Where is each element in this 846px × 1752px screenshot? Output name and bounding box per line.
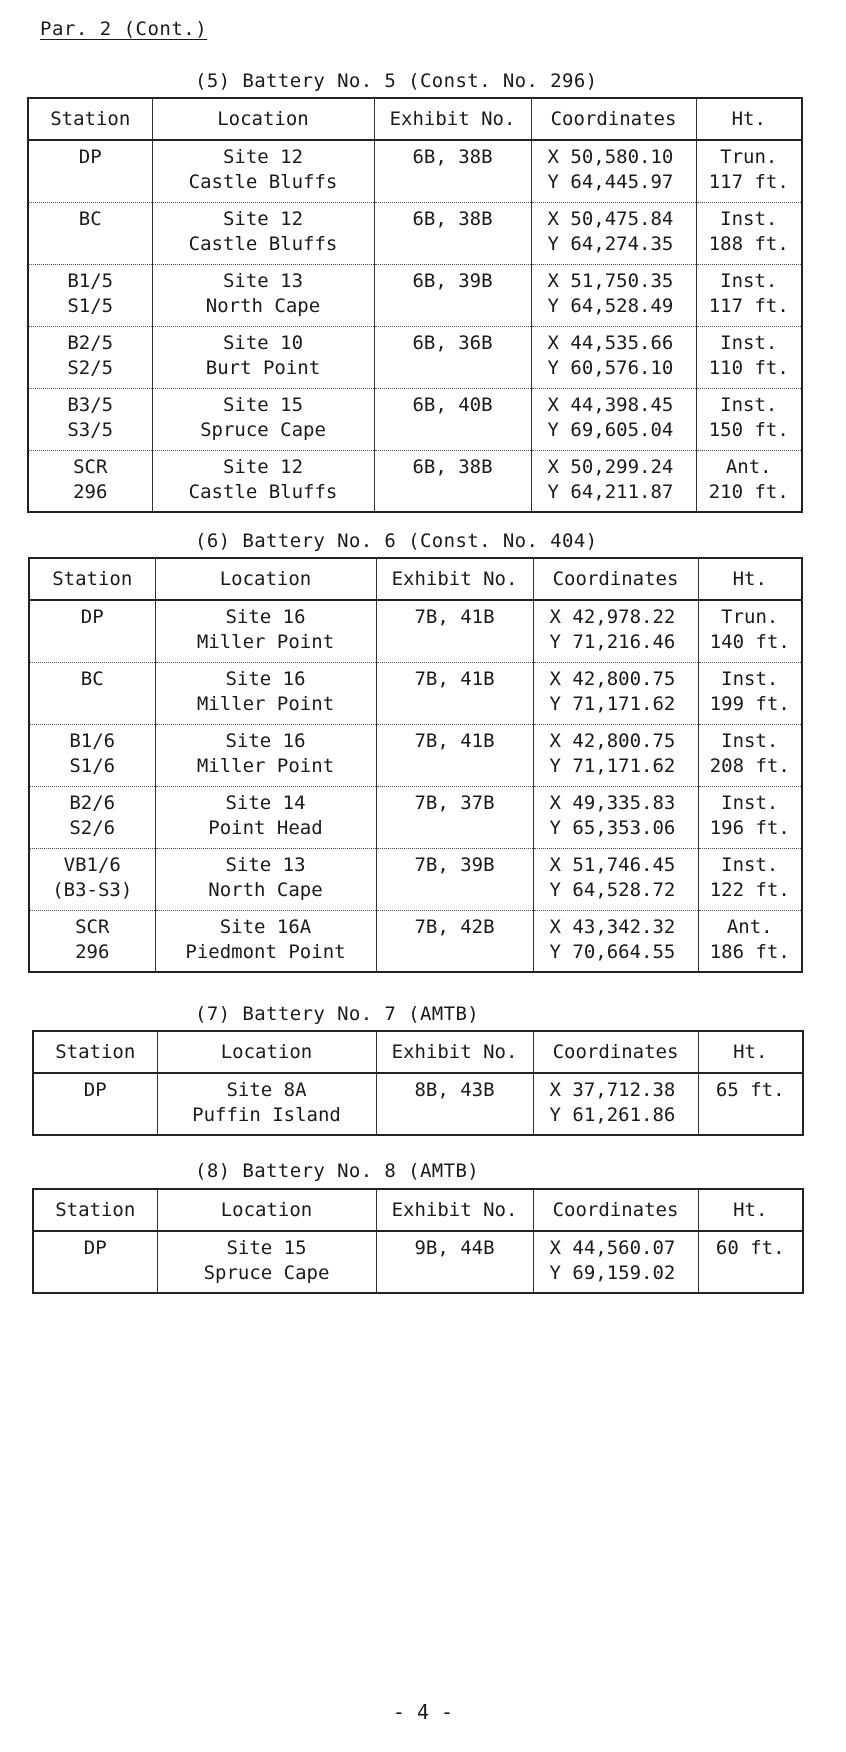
coordinates-cell-line: X 42,978.22 bbox=[549, 606, 676, 628]
exhibit-cell bbox=[376, 662, 533, 724]
station-cell bbox=[33, 1231, 157, 1293]
location-cell bbox=[157, 1231, 376, 1293]
station-cell-line: B1/6 bbox=[69, 729, 116, 752]
coordinates-cell bbox=[533, 1231, 698, 1293]
location-cell bbox=[155, 786, 376, 848]
location-cell-line: Castle Bluffs bbox=[188, 232, 338, 255]
page-number: - 4 - bbox=[392, 1700, 454, 1724]
station-cell bbox=[29, 786, 155, 848]
coordinates-cell-line: Y 64,528.72 bbox=[549, 878, 676, 901]
height-cell bbox=[696, 264, 802, 326]
coordinates-cell bbox=[531, 450, 696, 512]
exhibit-cell-line: 7B, 42B bbox=[414, 915, 495, 938]
height-cell-line: Inst. bbox=[721, 729, 779, 752]
table-row bbox=[28, 202, 802, 264]
location-cell-line: Site 13 bbox=[222, 269, 304, 292]
table-row bbox=[29, 848, 802, 910]
col-header-coordinates: Coordinates bbox=[531, 98, 696, 140]
height-cell-line: 186 ft. bbox=[709, 940, 790, 963]
section-title-battery-6: (6) Battery No. 6 (Const. No. 404) bbox=[195, 530, 598, 552]
table-row bbox=[28, 140, 802, 202]
coordinates-cell-line: X 44,535.66 bbox=[547, 331, 674, 354]
col-header-height: Ht. bbox=[696, 98, 802, 140]
exhibit-cell-line: 6B, 38B bbox=[412, 455, 493, 478]
height-cell-line: Inst. bbox=[721, 853, 779, 876]
height-cell bbox=[698, 600, 802, 662]
coordinates-cell-line: Y 64,445.97 bbox=[547, 171, 674, 193]
station-cell bbox=[28, 264, 152, 326]
location-cell-line: Site 15 bbox=[226, 1237, 307, 1259]
station-cell-line: BC bbox=[80, 667, 104, 690]
station-cell-line: (B3-S3) bbox=[52, 878, 133, 901]
exhibit-cell-line: 7B, 41B bbox=[414, 667, 495, 690]
station-cell bbox=[29, 724, 155, 786]
coordinates-cell-line: X 50,580.10 bbox=[547, 146, 674, 168]
exhibit-cell bbox=[374, 140, 531, 202]
location-cell bbox=[155, 724, 376, 786]
location-cell-line: Castle Bluffs bbox=[188, 480, 338, 503]
coordinates-cell-line: X 44,560.07 bbox=[549, 1237, 676, 1259]
coordinates-cell bbox=[533, 600, 698, 662]
height-cell-line: Ant. bbox=[726, 915, 773, 938]
height-cell-line: 122 ft. bbox=[709, 878, 790, 901]
location-cell-line: Point Head bbox=[208, 816, 323, 839]
location-cell-line: Spruce Cape bbox=[200, 418, 326, 441]
height-cell bbox=[698, 910, 802, 972]
coordinates-cell-line: X 51,746.45 bbox=[549, 853, 676, 876]
battery-8-table bbox=[32, 1188, 804, 1294]
table-row bbox=[33, 1073, 803, 1135]
table-row bbox=[29, 786, 802, 848]
col-header-height: Ht. bbox=[698, 1189, 803, 1231]
height-cell-line: 117 ft. bbox=[708, 171, 789, 193]
table-row bbox=[29, 600, 802, 662]
station-cell-line: DP bbox=[80, 606, 104, 628]
height-cell bbox=[696, 326, 802, 388]
col-header-location: Location bbox=[155, 558, 376, 600]
station-cell-line: B3/5 bbox=[67, 393, 114, 416]
coordinates-cell-line: Y 69,159.02 bbox=[549, 1262, 676, 1284]
battery-7-table bbox=[32, 1030, 804, 1136]
location-cell-line: Site 15 bbox=[222, 393, 304, 416]
coordinates-cell bbox=[531, 326, 696, 388]
col-header-exhibit: Exhibit No. bbox=[376, 558, 533, 600]
exhibit-cell-line: 9B, 44B bbox=[414, 1237, 495, 1259]
height-cell bbox=[696, 140, 802, 202]
paragraph-header: Par. 2 (Cont.) bbox=[40, 18, 208, 40]
exhibit-cell-line: 7B, 41B bbox=[414, 606, 495, 628]
height-cell-line: 65 ft. bbox=[715, 1079, 785, 1101]
col-header-location: Location bbox=[152, 98, 374, 140]
coordinates-cell-line: X 43,342.32 bbox=[549, 915, 676, 938]
exhibit-cell bbox=[376, 1073, 533, 1135]
station-cell-line: S2/5 bbox=[67, 356, 114, 379]
battery-6-table bbox=[28, 557, 803, 973]
location-cell bbox=[152, 202, 374, 264]
location-cell bbox=[152, 264, 374, 326]
height-cell-line: Inst. bbox=[720, 269, 778, 292]
station-cell bbox=[28, 388, 152, 450]
height-cell-line: Inst. bbox=[721, 791, 779, 814]
station-cell bbox=[29, 910, 155, 972]
height-cell-line: Inst. bbox=[720, 331, 778, 354]
location-cell-line: Site 14 bbox=[225, 791, 306, 814]
station-cell-line: B2/6 bbox=[69, 791, 116, 814]
coordinates-cell-line: Y 69,605.04 bbox=[547, 418, 674, 441]
station-cell bbox=[29, 848, 155, 910]
height-cell-line: 210 ft. bbox=[708, 480, 789, 503]
col-header-station: Station bbox=[28, 98, 152, 140]
location-cell bbox=[157, 1073, 376, 1135]
height-cell-line: 150 ft. bbox=[708, 418, 789, 441]
battery-5-table bbox=[27, 97, 803, 513]
height-cell bbox=[698, 786, 802, 848]
location-cell bbox=[152, 140, 374, 202]
coordinates-cell bbox=[533, 1073, 698, 1135]
col-header-height: Ht. bbox=[698, 1031, 803, 1073]
coordinates-cell bbox=[533, 910, 698, 972]
location-cell bbox=[152, 326, 374, 388]
table-row bbox=[29, 662, 802, 724]
station-cell bbox=[29, 600, 155, 662]
col-header-location: Location bbox=[157, 1031, 376, 1073]
location-cell bbox=[155, 848, 376, 910]
coordinates-cell-line: Y 71,216.46 bbox=[549, 631, 676, 653]
location-cell-line: Site 16 bbox=[225, 667, 306, 690]
coordinates-cell bbox=[531, 140, 696, 202]
exhibit-cell bbox=[374, 264, 531, 326]
height-cell bbox=[696, 388, 802, 450]
exhibit-cell bbox=[374, 326, 531, 388]
table-row bbox=[33, 1231, 803, 1293]
height-cell-line: 196 ft. bbox=[709, 816, 790, 839]
location-cell-line: Miller Point bbox=[196, 692, 335, 715]
col-header-station: Station bbox=[33, 1031, 157, 1073]
coordinates-cell bbox=[533, 724, 698, 786]
exhibit-cell bbox=[376, 600, 533, 662]
height-cell bbox=[698, 1231, 803, 1293]
location-cell-line: Site 10 bbox=[222, 331, 304, 354]
station-cell-line: S3/5 bbox=[67, 418, 114, 441]
exhibit-cell-line: 7B, 41B bbox=[414, 729, 495, 752]
station-cell bbox=[29, 662, 155, 724]
location-cell-line: Miller Point bbox=[196, 631, 335, 653]
coordinates-cell bbox=[533, 786, 698, 848]
station-cell-line: DP bbox=[83, 1079, 107, 1101]
location-cell-line: Miller Point bbox=[196, 754, 335, 777]
height-cell-line: Trun. bbox=[721, 606, 779, 628]
coordinates-cell-line: Y 65,353.06 bbox=[549, 816, 676, 839]
col-header-location: Location bbox=[157, 1189, 376, 1231]
coordinates-cell-line: Y 64,528.49 bbox=[547, 294, 674, 317]
exhibit-cell-line: 6B, 38B bbox=[412, 146, 493, 168]
height-cell bbox=[698, 1073, 803, 1135]
coordinates-cell-line: Y 60,576.10 bbox=[547, 356, 674, 379]
location-cell-line: Site 12 bbox=[222, 146, 304, 168]
col-header-exhibit: Exhibit No. bbox=[376, 1189, 533, 1231]
coordinates-cell-line: Y 61,261.86 bbox=[549, 1104, 676, 1126]
height-cell bbox=[698, 662, 802, 724]
station-cell-line: DP bbox=[78, 146, 102, 168]
section-title-battery-7: (7) Battery No. 7 (AMTB) bbox=[195, 1003, 480, 1025]
height-cell-line: Inst. bbox=[720, 393, 778, 416]
height-cell-line: 199 ft. bbox=[709, 692, 790, 715]
table-row bbox=[29, 724, 802, 786]
station-cell-line: SCR bbox=[73, 455, 108, 478]
location-cell bbox=[152, 450, 374, 512]
location-cell bbox=[155, 910, 376, 972]
exhibit-cell-line: 7B, 37B bbox=[414, 791, 495, 814]
coordinates-cell-line: X 50,475.84 bbox=[547, 207, 674, 230]
station-cell bbox=[33, 1073, 157, 1135]
station-cell bbox=[28, 140, 152, 202]
col-header-height: Ht. bbox=[698, 558, 802, 600]
location-cell-line: Site 16A bbox=[219, 915, 312, 938]
coordinates-cell-line: Y 71,171.62 bbox=[549, 692, 676, 715]
location-cell-line: Puffin Island bbox=[192, 1104, 341, 1126]
location-cell-line: Burt Point bbox=[205, 356, 321, 379]
height-cell-line: 208 ft. bbox=[709, 754, 790, 777]
location-cell-line: Site 8A bbox=[226, 1079, 307, 1101]
height-cell-line: 60 ft. bbox=[715, 1237, 785, 1259]
col-header-coordinates: Coordinates bbox=[533, 1189, 698, 1231]
station-cell-line: VB1/6 bbox=[63, 853, 121, 876]
table-row bbox=[29, 910, 802, 972]
exhibit-cell-line: 6B, 38B bbox=[412, 207, 493, 230]
coordinates-cell-line: X 44,398.45 bbox=[547, 393, 674, 416]
station-cell bbox=[28, 202, 152, 264]
station-cell bbox=[28, 450, 152, 512]
exhibit-cell-line: 6B, 36B bbox=[412, 331, 493, 354]
table-row bbox=[28, 450, 802, 512]
table-row bbox=[28, 388, 802, 450]
table-row bbox=[28, 326, 802, 388]
location-cell-line: Site 13 bbox=[225, 853, 306, 876]
location-cell bbox=[152, 388, 374, 450]
height-cell-line: Trun. bbox=[720, 146, 778, 168]
height-cell-line: 140 ft. bbox=[709, 631, 790, 653]
exhibit-cell bbox=[376, 910, 533, 972]
station-cell bbox=[28, 326, 152, 388]
exhibit-cell-line: 7B, 39B bbox=[414, 853, 495, 876]
location-cell-line: Site 12 bbox=[222, 455, 304, 478]
coordinates-cell-line: X 42,800.75 bbox=[549, 729, 676, 752]
station-cell-line: SCR bbox=[75, 915, 110, 938]
height-cell-line: 188 ft. bbox=[708, 232, 789, 255]
station-cell-line: B2/5 bbox=[67, 331, 114, 354]
location-cell bbox=[155, 662, 376, 724]
exhibit-cell bbox=[376, 724, 533, 786]
height-cell bbox=[698, 848, 802, 910]
location-cell-line: Piedmont Point bbox=[185, 940, 346, 963]
height-cell bbox=[698, 724, 802, 786]
location-cell-line: North Cape bbox=[208, 878, 323, 901]
section-title-battery-8: (8) Battery No. 8 (AMTB) bbox=[195, 1160, 480, 1182]
height-cell-line: 110 ft. bbox=[708, 356, 789, 379]
height-cell-line: 117 ft. bbox=[708, 294, 789, 317]
coordinates-cell-line: X 37,712.38 bbox=[549, 1079, 676, 1101]
col-header-coordinates: Coordinates bbox=[533, 558, 698, 600]
col-header-exhibit: Exhibit No. bbox=[376, 1031, 533, 1073]
location-cell-line: Site 16 bbox=[225, 606, 306, 628]
location-cell-line: Castle Bluffs bbox=[188, 171, 338, 193]
station-cell-line: BC bbox=[78, 207, 102, 230]
coordinates-cell bbox=[531, 202, 696, 264]
station-cell-line: 296 bbox=[73, 480, 108, 503]
station-cell-line: S1/5 bbox=[67, 294, 114, 317]
coordinates-cell-line: Y 64,211.87 bbox=[547, 480, 674, 503]
col-header-exhibit: Exhibit No. bbox=[374, 98, 531, 140]
station-cell-line: S2/6 bbox=[69, 816, 116, 839]
coordinates-cell bbox=[531, 264, 696, 326]
exhibit-cell bbox=[376, 1231, 533, 1293]
exhibit-cell-line: 6B, 40B bbox=[412, 393, 493, 416]
coordinates-cell-line: Y 71,171.62 bbox=[549, 754, 676, 777]
coordinates-cell-line: X 42,800.75 bbox=[549, 667, 676, 690]
location-cell-line: North Cape bbox=[205, 294, 321, 317]
height-cell bbox=[696, 450, 802, 512]
coordinates-cell bbox=[533, 662, 698, 724]
coordinates-cell-line: X 51,750.35 bbox=[547, 269, 674, 292]
col-header-station: Station bbox=[33, 1189, 157, 1231]
exhibit-cell bbox=[376, 848, 533, 910]
coordinates-cell bbox=[531, 388, 696, 450]
exhibit-cell bbox=[376, 786, 533, 848]
exhibit-cell bbox=[374, 202, 531, 264]
location-cell-line: Site 16 bbox=[225, 729, 306, 752]
station-cell-line: B1/5 bbox=[67, 269, 114, 292]
height-cell bbox=[696, 202, 802, 264]
coordinates-cell-line: X 50,299.24 bbox=[547, 455, 674, 478]
station-cell-line: 296 bbox=[75, 940, 110, 963]
height-cell-line: Inst. bbox=[721, 667, 779, 690]
location-cell bbox=[155, 600, 376, 662]
coordinates-cell bbox=[533, 848, 698, 910]
exhibit-cell-line: 8B, 43B bbox=[414, 1079, 495, 1101]
height-cell-line: Inst. bbox=[720, 207, 778, 230]
exhibit-cell-line: 6B, 39B bbox=[412, 269, 493, 292]
location-cell-line: Spruce Cape bbox=[203, 1262, 330, 1284]
location-cell-line: Site 12 bbox=[222, 207, 304, 230]
exhibit-cell bbox=[374, 388, 531, 450]
col-header-station: Station bbox=[29, 558, 155, 600]
coordinates-cell-line: Y 64,274.35 bbox=[547, 232, 674, 255]
station-cell-line: S1/6 bbox=[69, 754, 116, 777]
station-cell-line: DP bbox=[83, 1237, 107, 1259]
coordinates-cell-line: X 49,335.83 bbox=[549, 791, 676, 814]
height-cell-line: Ant. bbox=[725, 455, 772, 478]
col-header-coordinates: Coordinates bbox=[533, 1031, 698, 1073]
section-title-battery-5: (5) Battery No. 5 (Const. No. 296) bbox=[195, 70, 598, 92]
coordinates-cell-line: Y 70,664.55 bbox=[549, 940, 676, 963]
exhibit-cell bbox=[374, 450, 531, 512]
table-row bbox=[28, 264, 802, 326]
